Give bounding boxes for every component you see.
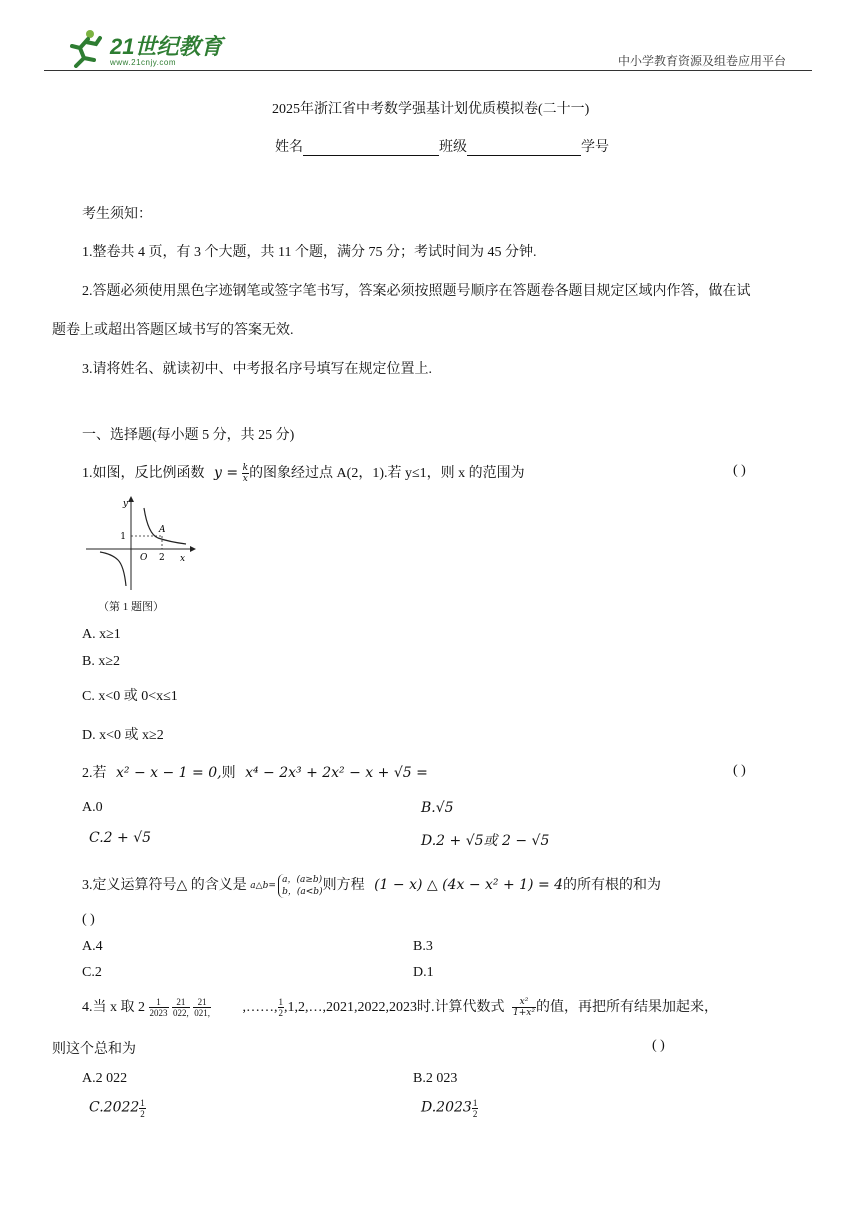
number-label: 学号 [581, 140, 609, 155]
notice-item-1: 1.整卷共 4 页，有 3 个大题，共 11 个题，满分 75 分；考试时间为 45 分钟. [82, 245, 537, 260]
runner-logo-icon [62, 28, 106, 68]
q4-option-b[interactable]: B.2 023 [413, 1071, 458, 1086]
fraction-1-over-2023: $\frac{1}{2023}$ [149, 997, 168, 1019]
notice-heading: 考生须知： [82, 207, 152, 222]
name-label: 姓名 [275, 140, 303, 155]
fig-origin-label: O [140, 553, 148, 563]
q1-option-d[interactable]: D. x<0 或 x≥2 [82, 728, 164, 743]
section-heading: 一、选择题(每小题 5 分，共 25 分) [82, 428, 295, 443]
q2-option-c[interactable]: C.2 + √5 [89, 830, 152, 846]
q4-option-d[interactable]: D.2023 $\frac{1}{2}$ [421, 1098, 478, 1119]
q1-option-c[interactable]: C. x<0 或 0<x≤1 [82, 689, 178, 704]
class-label: 班级 [439, 140, 467, 155]
student-info [275, 136, 609, 156]
q3-option-a[interactable]: A.4 [82, 939, 103, 954]
header-logo [62, 28, 232, 70]
fraction-k-over-x: $\frac{k}{x}$ [242, 463, 249, 485]
q1-option-b[interactable]: B. x≥2 [82, 654, 121, 669]
q3-option-d[interactable]: D.1 [413, 965, 434, 980]
fig-point-a-label: A [159, 525, 166, 535]
platform-name: 中小学教育资源及组卷应用平台 [618, 54, 787, 68]
notice-item-3: 3.请将姓名、就读初中、中考报名序号填写在规定位置上. [82, 362, 432, 377]
page-title: 2025年浙江省中考数学强基计划优质模拟卷(二十一) [272, 102, 590, 117]
question-4-answer-bracket[interactable]: ( ) [652, 1038, 665, 1053]
question-2-stem: 2.若 x² − x − 1 = 0,则 x⁴ − 2x³ + 2x² − x + √5 = [82, 765, 428, 781]
q2-option-a[interactable]: A.0 [82, 800, 103, 815]
name-blank[interactable] [303, 141, 439, 156]
logo-text: 21世纪教育 [110, 34, 223, 59]
q2-option-b[interactable]: B.√5 [421, 800, 454, 816]
question-4-stem-line2: 则这个总和为 [52, 1042, 136, 1057]
question-3-stem: 3.定义运算符号△ 的含义是 a△b= a，(a≥b) b，(a<b) 则方程 (1 − x) △ (4x − x² + 1) = 4的所有根的和为 [82, 875, 662, 897]
notice-item-2-cont: 题卷上或超出答题区域书写的答案无效. [52, 323, 294, 338]
question-3-answer-bracket[interactable]: ( ) [82, 912, 95, 927]
question-4-stem: 4.当 x 取 2 $\frac{1}{2023}$ $\frac{21}{022,}$ $\frac{21}{021,}$ ,……, $\frac{1}{2}$ ,1,2,…,2021,2022,2023时.计算代数式 $\frac{\text{x²}}{\text{1+x²}}$ 的值，再把所有结果加起来， [82, 997, 718, 1019]
fig-one-label: 1 [120, 532, 126, 542]
fraction-21-022: $\frac{21}{022,}$ [173, 997, 189, 1019]
fig-x-label: x [180, 554, 186, 564]
notice-item-2: 2.答题必须使用黑色字迹钢笔或签字笔书写，答案必须按照题号顺序在答题卷各题目规定区域内作答，做在试 [82, 284, 751, 299]
fraction-21-021: $\frac{21}{021,}$ [194, 997, 210, 1019]
class-blank[interactable] [467, 141, 581, 156]
expression-x2-over-1-plus-x2: $\frac{\text{x²}}{\text{1+x²}}$ [513, 997, 535, 1019]
operation-definition: a△b= a，(a≥b) b，(a<b) [250, 875, 323, 897]
question-1-stem: 1.如图，反比例函数 y = $\frac{k}{x}$ 的图象经过点 A(2，1).若 y≤1，则 x 的范围为 [82, 463, 525, 485]
q4-option-c[interactable]: C.2022 $\frac{1}{2}$ [89, 1098, 145, 1119]
q4-option-a[interactable]: A.2 022 [82, 1071, 128, 1086]
question-1-figure-caption: （第 1 题图） [98, 601, 164, 613]
question-1-answer-bracket[interactable]: ( ) [733, 463, 746, 478]
q3-option-c[interactable]: C.2 [82, 965, 102, 980]
q1-option-a[interactable]: A. x≥1 [82, 627, 121, 642]
fig-two-label: 2 [159, 553, 165, 563]
question-1-figure [86, 494, 198, 594]
logo-url: www.21cnjy.com [110, 58, 176, 67]
q2-option-d[interactable]: D.2 + √5或 2 − √5 [421, 833, 550, 849]
question-2-answer-bracket[interactable]: ( ) [733, 763, 746, 778]
fraction-1-over-2: $\frac{1}{2}$ [278, 997, 283, 1019]
header-rule [44, 70, 812, 71]
q3-option-b[interactable]: B.3 [413, 939, 433, 954]
fig-y-label: y [122, 499, 128, 509]
